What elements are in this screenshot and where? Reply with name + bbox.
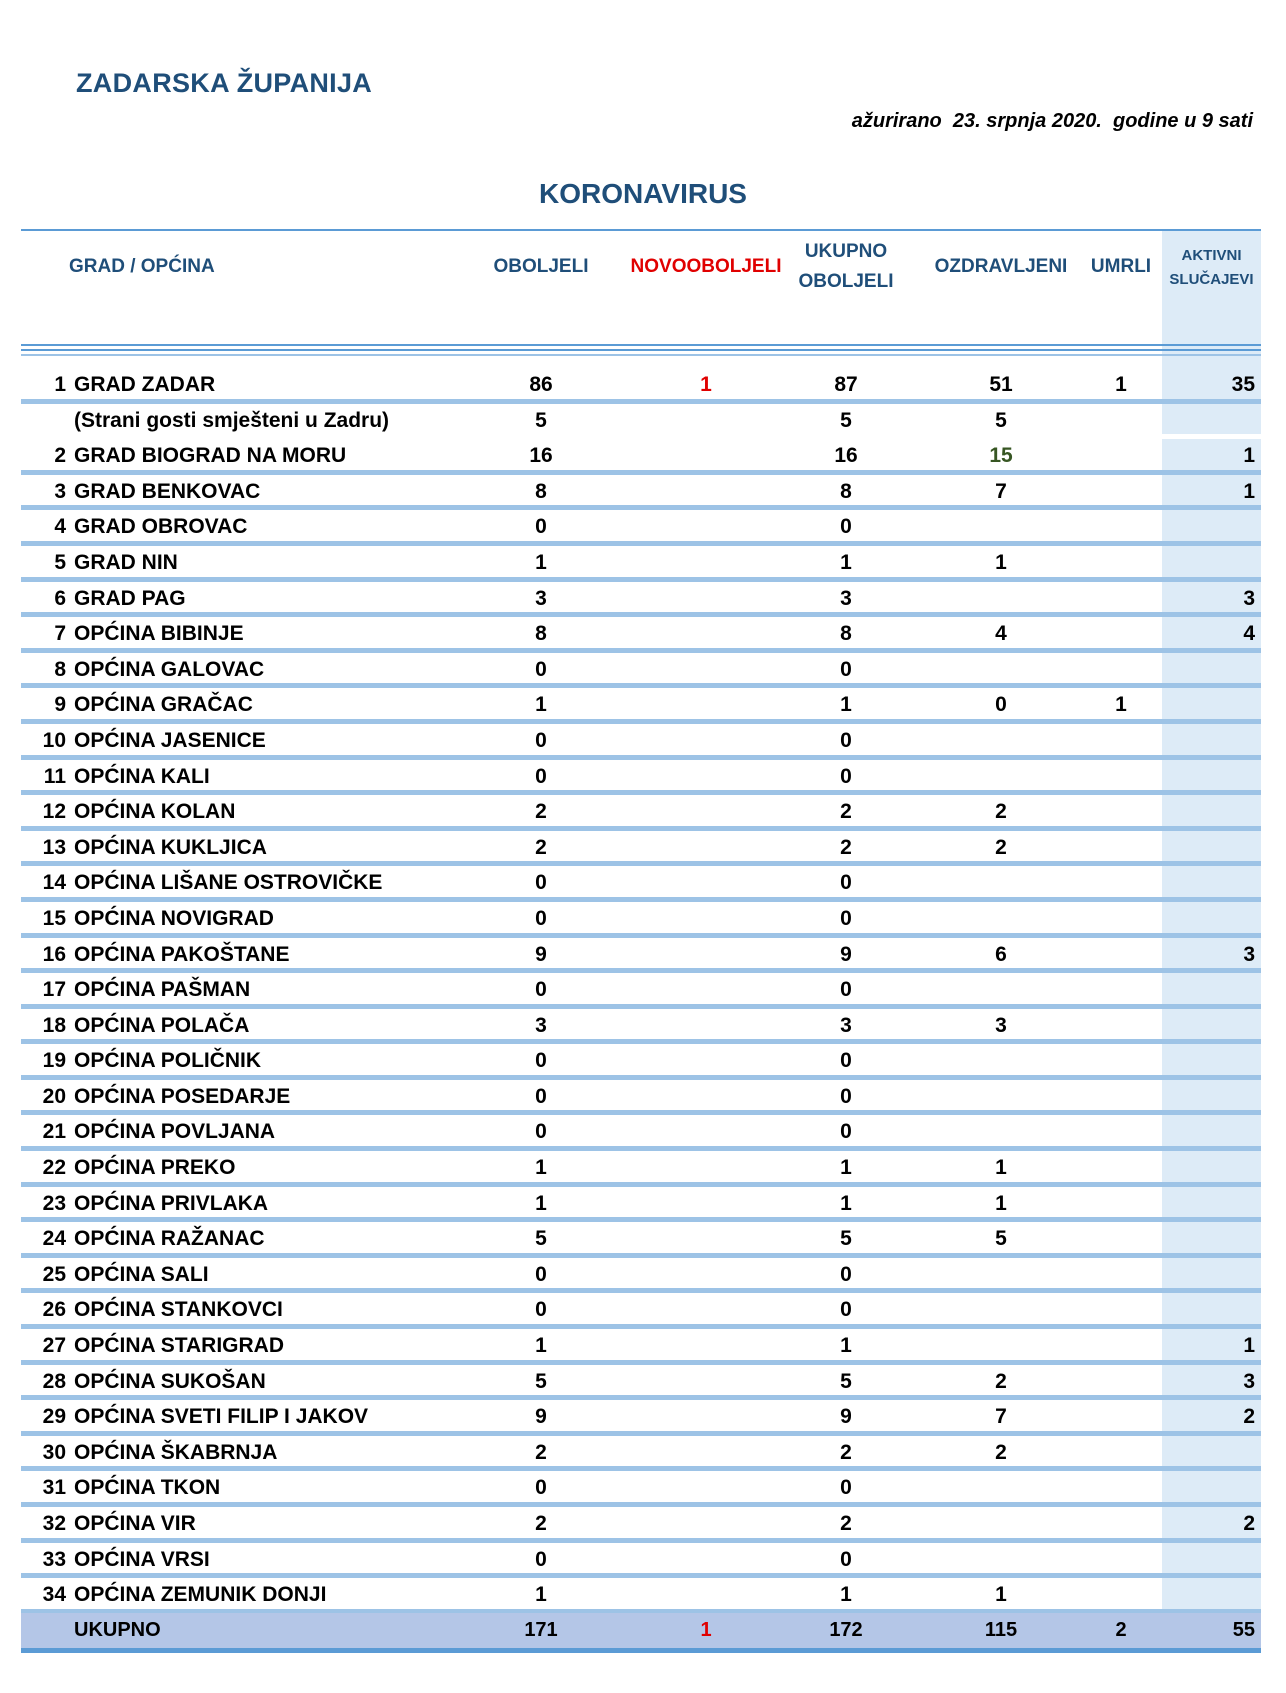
row-number: 4 <box>54 515 66 539</box>
table-row <box>21 1578 1261 1614</box>
sick-count: 0 <box>535 871 547 895</box>
header-new-sick: NOVOOBOLJELI <box>630 256 782 277</box>
total-sick-count: 0 <box>840 657 852 681</box>
totals-total: 172 <box>829 1619 863 1641</box>
table-row <box>21 1507 1261 1543</box>
total-sick-count: 2 <box>840 835 852 859</box>
header-rule <box>21 354 1261 356</box>
row-number: 27 <box>42 1334 66 1358</box>
row-number: 26 <box>42 1298 66 1322</box>
recovered-count: 2 <box>995 835 1007 859</box>
totals-sick: 171 <box>524 1619 558 1641</box>
header-deceased: UMRLI <box>1090 256 1152 277</box>
table-row <box>21 1471 1261 1507</box>
page-title: KORONAVIRUS <box>539 178 747 209</box>
total-sick-count: 0 <box>840 1547 852 1571</box>
recovered-count: 2 <box>995 1440 1007 1464</box>
place-name: OPĆINA GRAČAC <box>74 693 253 717</box>
cases-table <box>21 229 1261 1669</box>
row-number: 8 <box>54 657 66 681</box>
table-row <box>21 1543 1261 1579</box>
sick-count: 2 <box>535 800 547 824</box>
recovered-count: 6 <box>995 942 1007 966</box>
deceased-count: 1 <box>1115 693 1127 717</box>
header-rule <box>21 349 1261 351</box>
table-row <box>21 724 1261 760</box>
sick-count: 2 <box>535 835 547 859</box>
header-sick: OBOLJELI <box>493 256 589 277</box>
place-name: GRAD BENKOVAC <box>74 479 261 503</box>
recovered-count: 4 <box>995 622 1007 646</box>
recovered-count: 1 <box>995 1156 1007 1180</box>
row-number: 2 <box>54 444 66 468</box>
table-row <box>21 510 1261 546</box>
place-name: OPĆINA SVETI FILIP I JAKOV <box>74 1405 369 1429</box>
row-number: 6 <box>54 586 66 610</box>
row-number: 21 <box>42 1120 66 1144</box>
active-count: 2 <box>1243 1405 1255 1429</box>
recovered-count: 0 <box>995 693 1007 717</box>
table-row <box>21 582 1261 618</box>
place-name: OPĆINA ZEMUNIK DONJI <box>74 1583 327 1607</box>
new-sick-count: 1 <box>700 373 712 396</box>
row-number: 16 <box>42 942 66 966</box>
place-name: OPĆINA STARIGRAD <box>74 1334 284 1358</box>
sick-count: 1 <box>535 550 547 574</box>
total-sick-count: 2 <box>840 1440 852 1464</box>
sick-count: 0 <box>535 1084 547 1108</box>
table-row <box>21 688 1261 724</box>
sick-count: 9 <box>535 942 547 966</box>
header-total-sick-line2: OBOLJELI <box>798 271 894 292</box>
header-place: GRAD / OPĆINA <box>69 256 215 277</box>
table-row <box>21 404 1261 440</box>
totals-recovered: 115 <box>984 1619 1018 1641</box>
sick-count: 0 <box>535 515 547 539</box>
recovered-count: 5 <box>995 408 1007 432</box>
recovered-count: 7 <box>995 1405 1007 1429</box>
table-body <box>21 368 1261 1614</box>
place-name: OPĆINA POSEDARJE <box>74 1084 291 1108</box>
total-sick-count: 1 <box>840 1583 852 1607</box>
table-row <box>21 1115 1261 1151</box>
total-sick-count: 1 <box>840 1156 852 1180</box>
table-row <box>21 1258 1261 1294</box>
place-name: GRAD OBROVAC <box>74 515 248 539</box>
total-sick-count: 0 <box>840 1049 852 1073</box>
table-top-rule <box>21 229 1261 231</box>
sick-count: 0 <box>535 978 547 1002</box>
totals-new: 1 <box>700 1619 712 1641</box>
active-count: 1 <box>1243 479 1255 503</box>
table-row <box>21 1222 1261 1258</box>
active-count: 1 <box>1243 444 1255 468</box>
row-number: 24 <box>42 1227 66 1251</box>
sick-count: 9 <box>535 1405 547 1429</box>
recovered-count: 7 <box>995 479 1007 503</box>
sick-count: 0 <box>535 657 547 681</box>
total-sick-count: 0 <box>840 1298 852 1322</box>
total-sick-count: 1 <box>840 1334 852 1358</box>
active-count: 3 <box>1243 942 1255 966</box>
place-name: OPĆINA POVLJANA <box>74 1120 276 1144</box>
total-sick-count: 0 <box>840 906 852 930</box>
table-row <box>21 1187 1261 1223</box>
deceased-count: 1 <box>1115 373 1127 396</box>
place-name: (Strani gosti smješteni u Zadru) <box>74 408 390 432</box>
table-row <box>21 475 1261 511</box>
table-bottom-rule <box>21 1648 1261 1653</box>
total-sick-count: 5 <box>840 1227 852 1251</box>
place-name: GRAD ZADAR <box>74 373 216 396</box>
total-sick-count: 2 <box>840 800 852 824</box>
place-name: OPĆINA KOLAN <box>74 800 236 824</box>
active-count: 1 <box>1243 1334 1255 1358</box>
recovered-count: 2 <box>995 800 1007 824</box>
table-row <box>21 1044 1261 1080</box>
sick-count: 0 <box>535 764 547 788</box>
row-number: 23 <box>42 1191 66 1215</box>
table-row <box>21 831 1261 867</box>
row-number: 1 <box>54 373 66 396</box>
table-row <box>21 1009 1261 1045</box>
total-sick-count: 5 <box>840 1369 852 1393</box>
sick-count: 0 <box>535 1120 547 1144</box>
active-count: 3 <box>1243 586 1255 610</box>
total-sick-count: 0 <box>840 978 852 1002</box>
table-row <box>21 866 1261 902</box>
active-count: 35 <box>1231 373 1255 396</box>
sick-count: 5 <box>535 1227 547 1251</box>
sick-count: 16 <box>529 444 553 468</box>
place-name: OPĆINA KALI <box>74 764 210 788</box>
table-row <box>21 795 1261 831</box>
total-sick-count: 9 <box>840 1405 852 1429</box>
row-number: 33 <box>42 1547 66 1571</box>
row-number: 9 <box>54 693 66 717</box>
total-sick-count: 3 <box>840 1013 852 1037</box>
row-number: 13 <box>42 835 66 859</box>
place-name: OPĆINA VIR <box>74 1512 196 1535</box>
sick-count: 2 <box>535 1512 547 1535</box>
place-name: OPĆINA POLAČA <box>74 1013 250 1037</box>
table-row <box>21 1080 1261 1116</box>
total-sick-count: 0 <box>840 1120 852 1144</box>
header-rule <box>21 344 1261 346</box>
total-sick-count: 0 <box>840 1084 852 1108</box>
active-count: 4 <box>1243 622 1255 646</box>
sick-count: 0 <box>535 1298 547 1322</box>
header-recovered: OZDRAVLJENI <box>934 256 1068 277</box>
table-row <box>21 1293 1261 1329</box>
row-number: 18 <box>42 1013 66 1037</box>
table-row <box>21 938 1261 974</box>
place-name: OPĆINA VRSI <box>74 1547 210 1571</box>
table-row <box>21 1365 1261 1401</box>
county-title: ZADARSKA ŽUPANIJA <box>76 68 373 98</box>
header-active-line2: SLUČAJEVI <box>1169 271 1254 288</box>
table-row <box>21 973 1261 1009</box>
place-name: OPĆINA KUKLJICA <box>74 835 267 859</box>
sick-count: 0 <box>535 728 547 752</box>
sick-count: 86 <box>529 373 553 396</box>
update-timestamp: ažurirano 23. srpnja 2020. godine u 9 sati <box>851 110 1253 132</box>
total-sick-count: 9 <box>840 942 852 966</box>
row-number: 34 <box>42 1583 66 1607</box>
total-sick-count: 0 <box>840 1262 852 1286</box>
active-count: 2 <box>1243 1512 1255 1535</box>
table-row <box>21 760 1261 796</box>
totals-deceased: 2 <box>1115 1619 1127 1641</box>
row-number: 12 <box>42 800 66 824</box>
place-name: OPĆINA SUKOŠAN <box>74 1369 266 1393</box>
sick-count: 0 <box>535 1476 547 1500</box>
row-number: 25 <box>42 1262 66 1286</box>
row-number: 19 <box>42 1049 66 1073</box>
total-sick-count: 1 <box>840 550 852 574</box>
total-sick-count: 87 <box>834 373 858 396</box>
total-sick-count: 0 <box>840 515 852 539</box>
place-name: OPĆINA SALI <box>74 1262 209 1286</box>
header-active-line1: AKTIVNI <box>1181 247 1242 264</box>
place-name: OPĆINA JASENICE <box>74 728 266 752</box>
total-sick-count: 1 <box>840 693 852 717</box>
total-sick-count: 3 <box>840 586 852 610</box>
recovered-count: 1 <box>995 1583 1007 1607</box>
place-name: OPĆINA PAKOŠTANE <box>74 942 290 966</box>
recovered-count: 1 <box>995 1191 1007 1215</box>
row-number: 14 <box>42 871 66 895</box>
recovered-count: 5 <box>995 1227 1007 1251</box>
sick-count: 1 <box>535 1583 547 1607</box>
sick-count: 5 <box>535 408 547 432</box>
total-sick-count: 5 <box>840 408 852 432</box>
row-number: 17 <box>42 978 66 1002</box>
table-row <box>21 546 1261 582</box>
table-row <box>21 902 1261 938</box>
table-row <box>21 439 1261 475</box>
totals-label: UKUPNO <box>74 1619 161 1641</box>
row-number: 28 <box>42 1369 66 1393</box>
place-name: OPĆINA BIBINJE <box>74 622 244 646</box>
place-name: GRAD PAG <box>74 586 186 610</box>
table-row <box>21 617 1261 653</box>
total-sick-count: 2 <box>840 1512 852 1535</box>
total-sick-count: 0 <box>840 728 852 752</box>
total-sick-count: 0 <box>840 764 852 788</box>
sick-count: 0 <box>535 1262 547 1286</box>
row-number: 20 <box>42 1084 66 1108</box>
sick-count: 1 <box>535 1334 547 1358</box>
sick-count: 5 <box>535 1369 547 1393</box>
place-name: OPĆINA PREKO <box>74 1156 236 1180</box>
table-row <box>21 1436 1261 1472</box>
sick-count: 1 <box>535 693 547 717</box>
place-name: GRAD NIN <box>74 550 178 574</box>
active-count: 3 <box>1243 1369 1255 1393</box>
sick-count: 1 <box>535 1191 547 1215</box>
table-row <box>21 1400 1261 1436</box>
sick-count: 8 <box>535 479 547 503</box>
total-sick-count: 0 <box>840 871 852 895</box>
sick-count: 3 <box>535 586 547 610</box>
total-sick-count: 1 <box>840 1191 852 1215</box>
row-number: 22 <box>42 1156 66 1180</box>
place-name: GRAD BIOGRAD NA MORU <box>74 444 347 468</box>
sick-count: 0 <box>535 906 547 930</box>
total-sick-count: 16 <box>834 444 858 468</box>
sick-count: 3 <box>535 1013 547 1037</box>
row-number: 3 <box>54 479 66 503</box>
recovered-count: 1 <box>995 550 1007 574</box>
total-sick-count: 0 <box>840 1476 852 1500</box>
totals-active: 55 <box>1232 1619 1255 1641</box>
place-name: OPĆINA ŠKABRNJA <box>74 1440 278 1464</box>
place-name: OPĆINA RAŽANAC <box>74 1227 265 1251</box>
sick-count: 0 <box>535 1547 547 1571</box>
sick-count: 2 <box>535 1440 547 1464</box>
total-sick-count: 8 <box>840 622 852 646</box>
row-number: 31 <box>42 1476 66 1500</box>
place-name: OPĆINA NOVIGRAD <box>74 906 274 930</box>
row-number: 7 <box>54 622 66 646</box>
row-number: 30 <box>42 1440 66 1464</box>
place-name: OPĆINA TKON <box>74 1476 221 1500</box>
sick-count: 1 <box>535 1156 547 1180</box>
table-row <box>21 368 1261 404</box>
place-name: OPĆINA PAŠMAN <box>74 978 251 1002</box>
table-row <box>21 1329 1261 1365</box>
total-sick-count: 8 <box>840 479 852 503</box>
header-total-sick-line1: UKUPNO <box>804 241 888 262</box>
recovered-count: 15 <box>989 444 1013 468</box>
recovered-count: 2 <box>995 1369 1007 1393</box>
totals-row <box>21 1613 1261 1648</box>
sick-count: 0 <box>535 1049 547 1073</box>
place-name: OPĆINA GALOVAC <box>74 657 265 681</box>
row-number: 32 <box>42 1512 66 1535</box>
place-name: OPĆINA LIŠANE OSTROVIČKE <box>74 871 383 895</box>
row-number: 29 <box>42 1405 66 1429</box>
row-number: 5 <box>54 550 66 574</box>
row-number: 11 <box>43 764 66 788</box>
row-number: 10 <box>42 728 66 752</box>
table-row <box>21 653 1261 689</box>
place-name: OPĆINA PRIVLAKA <box>74 1191 269 1215</box>
sick-count: 8 <box>535 622 547 646</box>
table-row <box>21 1151 1261 1187</box>
place-name: OPĆINA POLIČNIK <box>74 1049 262 1073</box>
recovered-count: 3 <box>995 1013 1007 1037</box>
place-name: OPĆINA STANKOVCI <box>74 1298 283 1322</box>
recovered-count: 51 <box>989 373 1013 396</box>
row-number: 15 <box>42 906 66 930</box>
